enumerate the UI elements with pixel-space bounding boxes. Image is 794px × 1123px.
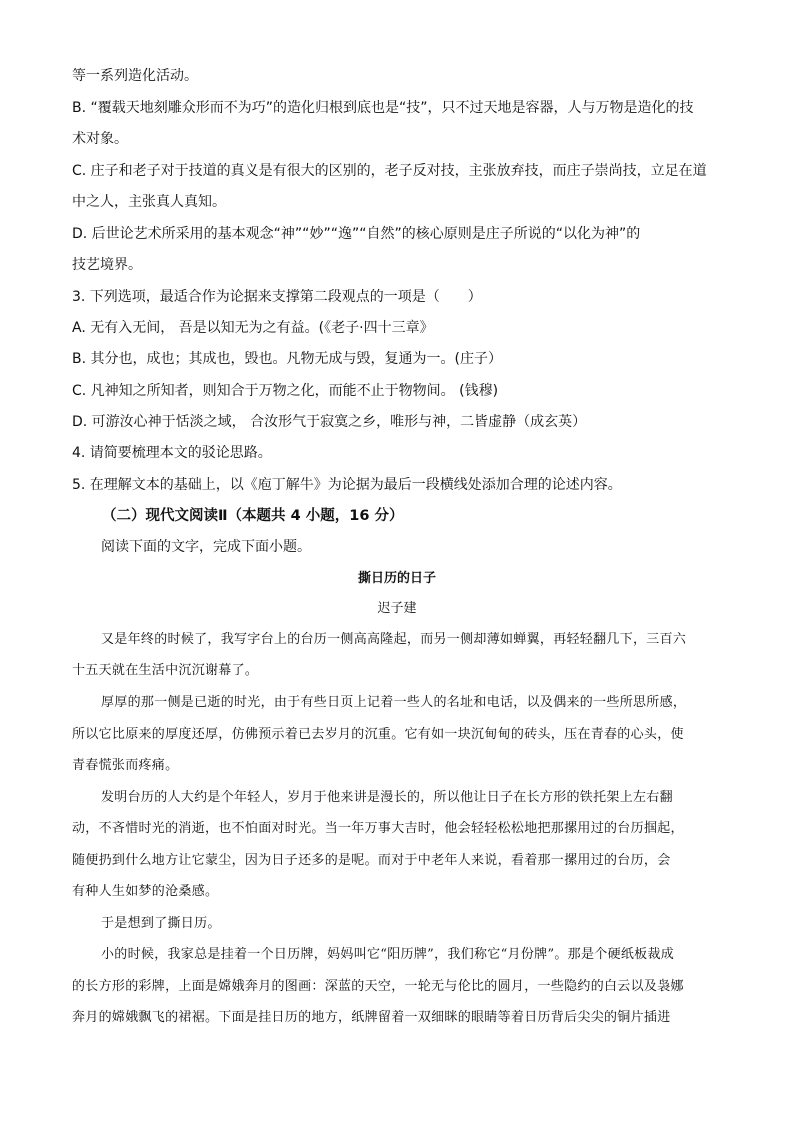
essay-paragraph-line: 随便扔到什么地方让它蒙尘，因为日子还多的是呢。而对于中老年人来说，看着那一摞用过的台历，会 bbox=[72, 853, 671, 868]
essay-paragraph-line: 奔月的嫦娥飘飞的裙裾。下面是挂日历的地方，纸牌留着一双细眯的眼睛等着日历背后尖尖的铜片插进 bbox=[72, 1010, 671, 1025]
section-instruction: 阅读下面的文字，完成下面小题。 bbox=[101, 539, 311, 555]
question-5: 5. 在理解文本的基础上，以《庖丁解牛》为论据为最后一段横线处添加合理的论述内容。 bbox=[72, 477, 622, 493]
essay-paragraph-line: 小的时候，我家总是挂着一个日历牌，妈妈叫它“阳历牌”，我们称它“月份牌”。那是个硬纸板裁成 bbox=[101, 947, 675, 962]
question-3-option-a: A. 无有入无间， 吾是以知无为之有益。(《老子·四十三章》 bbox=[72, 320, 434, 336]
essay-author: 迟子建 bbox=[377, 601, 417, 616]
essay-paragraph-line: 动，不吝惜时光的消逝，也不怕面对时光。当一年万事大吉时，他会轻轻松松地把那摞用过的台历掴起， bbox=[72, 821, 684, 836]
essay-paragraph-line: 发明台历的人大约是个年轻人，岁月于他来讲是漫长的，所以他让日子在长方形的铁托架上左右翻 bbox=[101, 790, 673, 805]
essay-paragraph-line: 的长方形的彩牌，上面是嫦娥奔月的图画：深蓝的天空，一轮无与伦比的圆月，一些隐约的白云以及袅娜 bbox=[72, 979, 684, 994]
essay-paragraph-line: 于是想到了撕日历。 bbox=[101, 916, 221, 931]
essay-paragraph-line: 所以它比原来的厚度还厚，仿佛预示着已去岁月的沉重。它有如一块沉甸甸的砖头，压在青春的心头，使 bbox=[72, 727, 684, 742]
essay-paragraph-line: 有种人生如梦的沧桑感。 bbox=[72, 884, 219, 899]
text-line: 等一系列造化活动。 bbox=[72, 68, 198, 84]
essay-paragraph-line: 青春慌张而疼痛。 bbox=[72, 758, 179, 773]
section-heading: （二）现代文阅读Ⅱ（本题共 4 小题，16 分） bbox=[102, 508, 404, 524]
question-3: 3. 下列选项，最适合作为论据来支撑第二段观点的一项是（ ） bbox=[72, 289, 482, 305]
essay-title: 撕日历的日子 bbox=[357, 571, 436, 586]
text-line: 技艺境界。 bbox=[72, 257, 142, 273]
text-line: 术对象。 bbox=[72, 131, 128, 147]
essay-paragraph-line: 厚厚的那一侧是已逝的时光，由于有些日页上记着一些人的名址和电话，以及偶来的一些所思所感， bbox=[101, 695, 687, 710]
option-b-line: B. “覆载天地刻雕众形而不为巧”的造化归根到底也是“技”，只不过天地是容器，人与万物是造化的技 bbox=[72, 100, 694, 116]
option-d-line: D. 后世论艺术所采用的基本观念“神”“妙”“逸”“自然”的核心原则是庄子所说的“以化为神”的 bbox=[72, 226, 641, 242]
question-3-option-d: D. 可游汝心神于恬淡之域， 合汝形气于寂寞之乡，唯形与神，二皆虚静（成玄英） bbox=[72, 414, 587, 430]
question-3-option-c: C. 凡神知之所知者，则知合于万物之化，而能不止于物物间。 (钱穆) bbox=[72, 383, 499, 399]
essay-paragraph-line: 又是年终的时候了，我写字台上的台历一侧高高隆起，而另一侧却薄如蝉翼，再轻轻翻几下，三百六 bbox=[101, 632, 687, 647]
option-c-line: C. 庄子和老子对于技道的真义是有很大的区别的，老子反对技，主张放弃技，而庄子崇尚技，立足在道 bbox=[72, 163, 707, 179]
essay-paragraph-line: 十五天就在生活中沉沉谢幕了。 bbox=[72, 663, 259, 678]
text-line: 中之人，主张真人真知。 bbox=[72, 194, 226, 210]
question-3-option-b: B. 其分也，成也；其成也，毁也。凡物无成与毁，复通为一。(庄子） bbox=[72, 351, 502, 367]
question-4: 4. 请简要梳理本文的驳论思路。 bbox=[72, 445, 272, 461]
